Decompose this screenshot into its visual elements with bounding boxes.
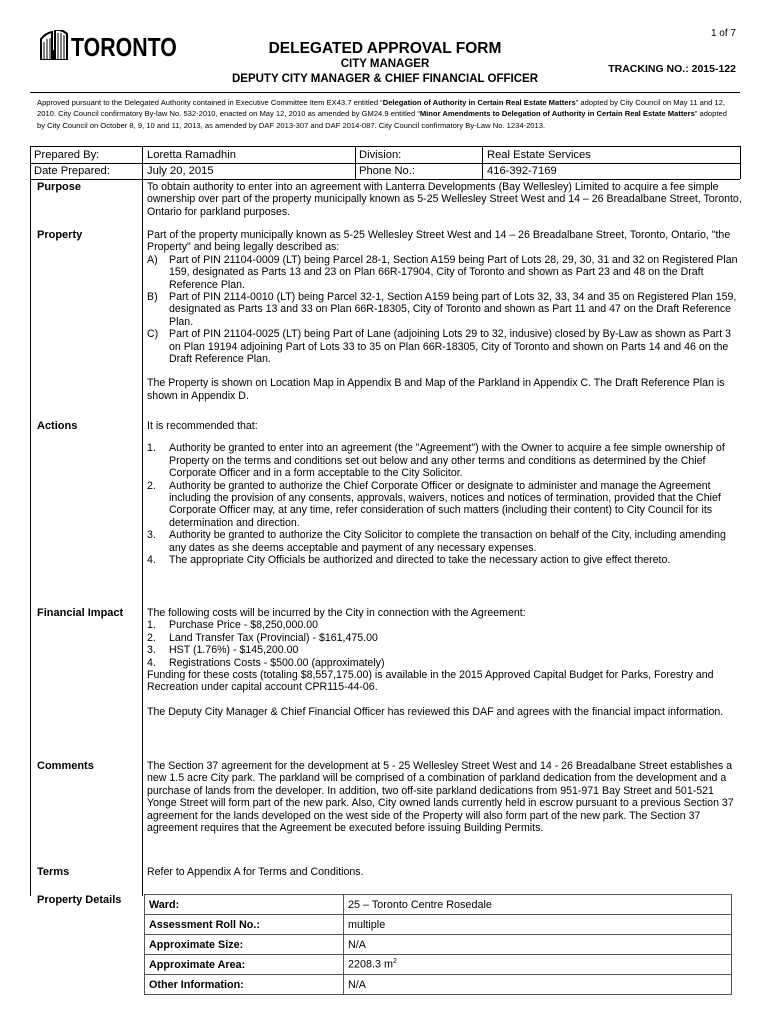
property-outro: The Property is shown on Location Map in Appendix B and Map of the Parkland in Appendix C. The Draft Reference Plan is shown in Appendix D. — [147, 377, 725, 402]
comments-text: The Section 37 agreement for the development at 5 - 25 Wellesley Street West and 14 - 26 Breadalbane Street establishes a new 1.5 acre City park. The parkland will be comprised of a combination of parkland dedication from the development and a purchase of lands from the developer. In addition, two off-site parkland dedications from 951-971 Bay Street and 501-521 Yonge Street will form part of the new park. Also, City owned lands currently held in escrow pursuant to a previous Section 37 agreement for the lands developed on the west side of the Property will also form part of the new park. The Section 37 agreement requires that the Agreement be executed before issuing Building Permits. — [147, 760, 734, 835]
grid-line — [142, 146, 143, 896]
phone-label: Phone No.: — [359, 165, 415, 177]
list-text: Authority be granted to authorize the Chief Corporate Officer or designate to administer and manage the Agreement including the provision of any consents, approvals, waivers, notices and notices of termination, provided that the Chief Corporate Officer may, at any time, refer consideration of such matters (including their content) to City Council for its determination and direction. — [169, 479, 721, 529]
approximate-area-cell — [344, 955, 732, 975]
page-number: 1 of 7 — [710, 28, 736, 39]
list-item — [147, 442, 743, 479]
phone-value: 416-392-7169 — [487, 165, 557, 177]
property-section — [147, 229, 743, 402]
list-marker: 2. — [147, 631, 156, 644]
approval-text-part: Approved pursuant to the Delegated Authority contained in Executive Committee Item EX43.7 entitled “ — [37, 98, 383, 107]
purpose-text: To obtain authority to enter into an agreement with Lanterra Developments (Bay Wellesley) Limited to acquire a fee simple ownership over part of the property municipally known as 5-25 Wellesley Street West and 14 – 26 Breadalbane Street, Toronto, Ontario for parkland purposes. — [147, 181, 742, 218]
list-text: Authority be granted to enter into an agreement (the "Agreement") with the Owner to acquire a fee simple ownership of Property on the terms and conditions set out below and any other terms and conditions as determined by the Chief Corporate Officer and in a form acceptable to the City Solicitor. — [169, 442, 725, 480]
list-item — [147, 480, 743, 530]
logo-text: TORONTO — [71, 32, 177, 62]
list-item — [147, 291, 743, 328]
list-item — [147, 254, 743, 291]
table-row — [145, 895, 732, 915]
grid-line — [30, 163, 740, 164]
area-unit-exponent: 2 — [393, 958, 397, 966]
actions-list — [147, 442, 743, 566]
subtitle-city-manager: CITY MANAGER — [340, 58, 430, 70]
property-intro: Part of the property municipally known as 5-25 Wellesley Street West and 14 – 26 Breadalbane Street, Toronto, Ontario, "the Property" and being legally described as: — [147, 229, 731, 254]
table-row — [145, 975, 732, 995]
property-list — [147, 254, 743, 366]
ward-value: 25 – Toronto Centre Rosedale — [344, 895, 732, 915]
table-row — [145, 915, 732, 935]
header-divider — [30, 92, 740, 93]
grid-line — [355, 146, 356, 179]
grid-line — [740, 146, 741, 179]
list-item — [147, 632, 743, 644]
funding-text: Funding for these costs (totaling $8,557,175.00) is available in the 2015 Approved Capital Budget for Parks, Forestry and Recreation under capital account CPR115-44-06. — [147, 669, 714, 694]
list-item — [147, 328, 743, 365]
list-text: Part of PIN 21104-0009 (LT) being Parcel 28-1, Section A159 being Part of Lots 28, 29, 30, 31 and 32 on Registered Plan 159, designated as Parts 13 and 23 on Plan 66R-17904, City of Toronto and shown as Part 23 and 48 on the Draft Reference Plan. — [169, 253, 738, 291]
actions-label: Actions — [37, 420, 78, 432]
other-information-value: N/A — [344, 975, 732, 995]
grid-line — [30, 179, 740, 180]
table-row — [145, 955, 732, 975]
date-prepared-value: July 20, 2015 — [147, 165, 214, 177]
list-text: The appropriate City Officials be authorized and directed to take the necessary action to give effect thereto. — [169, 554, 671, 567]
approximate-area-key: Approximate Area: — [145, 955, 344, 975]
list-marker: A) — [147, 253, 158, 266]
approval-text-part: ” adopted by City Council on October 8, 9, 10 and 11, 2013, as amended by DAF 2013-307 and DAF 2014-087. City Council confirmatory By-Law No. 1234-2013. — [37, 109, 727, 130]
list-marker: 1. — [147, 619, 156, 632]
property-details-table — [144, 894, 732, 995]
list-item — [147, 657, 743, 669]
other-information-key: Other Information: — [145, 975, 344, 995]
list-marker: B) — [147, 291, 158, 304]
list-item — [147, 644, 743, 656]
prepared-by-label: Prepared By: — [34, 149, 100, 161]
list-marker: 4. — [147, 656, 156, 669]
list-marker: 2. — [147, 479, 156, 492]
grid-line — [482, 146, 483, 179]
approximate-size-key: Approximate Size: — [145, 935, 344, 955]
assessment-roll-key: Assessment Roll No.: — [145, 915, 344, 935]
ward-key: Ward: — [145, 895, 344, 915]
grid-line — [30, 146, 740, 147]
grid-line — [30, 146, 31, 896]
assessment-roll-value: multiple — [344, 915, 732, 935]
financial-intro: The following costs will be incurred by the City in connection with the Agreement: — [147, 607, 526, 619]
subtitle-deputy-city-manager: DEPUTY CITY MANAGER & CHIEF FINANCIAL OFFICER — [231, 73, 539, 85]
purpose-label: Purpose — [37, 181, 82, 193]
approval-authority-text — [37, 97, 737, 131]
list-text: Authority be granted to authorize the City Solicitor to complete the transaction on behalf of the City, including amending any dates as she deems acceptable and payment of any necessary expenses. — [169, 529, 726, 554]
approximate-area-value: 2208.3 m — [348, 958, 394, 971]
list-text: Registrations Costs - $500.00 (approximately) — [169, 656, 385, 669]
terms-text: Refer to Appendix A for Terms and Conditions. — [147, 866, 364, 878]
list-text: HST (1.76%) - $145,200.00 — [169, 644, 299, 657]
approximate-size-value: N/A — [344, 935, 732, 955]
list-text: Part of PIN 2114-0010 (LT) being Parcel 32-1, Section A159 being part of Lots 32, 33, 34 and 35 on Registered Plan 159, designated as Parts 13 and 33 on Plan 66R-18305, City of Toronto and shown as Part 11 and 47 on the Draft Reference Plan. — [169, 291, 737, 328]
costs-list — [147, 619, 743, 669]
list-item — [147, 554, 743, 566]
review-text: The Deputy City Manager & Chief Financial Officer has reviewed this DAF and agrees with the financial impact information. — [147, 705, 724, 718]
list-item — [147, 529, 743, 554]
approval-text-part: ” adopted by City Council on May 11 and 12, 2010. City Council confirmatory By-law No. 532-2010, enacted on May 12, 2010 as amended by GM24.9 entitled “ — [37, 98, 725, 119]
list-marker: C) — [147, 328, 159, 341]
comments-label: Comments — [37, 760, 94, 772]
approval-text-bold: Minor Amendments to Delegation of Authority in Certain Real Estate Matters — [419, 109, 695, 119]
financial-impact-label: Financial Impact — [37, 607, 124, 619]
property-details-label: Property Details — [37, 894, 122, 906]
list-marker: 4. — [147, 554, 156, 567]
terms-label: Terms — [37, 866, 70, 878]
table-row — [145, 935, 732, 955]
list-text: Part of PIN 21104-0025 (LT) being Part of Lane (adjoining Lots 29 to 32, indusive) closed by By-Law as shown as Part 3 on Plan 19194 adjoining Part of Lots 33 to 35 on Plan 66R-18305, City of Toronto and shown on Parts 14 and 46 on the Draft Reference Plan. — [169, 328, 731, 366]
division-label: Division: — [359, 149, 402, 161]
division-value: Real Estate Services — [487, 149, 591, 161]
list-text: Purchase Price - $8,250,000.00 — [169, 619, 318, 632]
prepared-by-value: Loretta Ramadhin — [147, 149, 236, 161]
list-marker: 3. — [147, 644, 156, 657]
actions-section — [147, 420, 743, 566]
list-marker: 1. — [147, 442, 156, 455]
financial-section — [147, 607, 743, 718]
form-title: DELEGATED APPROVAL FORM — [268, 40, 502, 57]
actions-intro: It is recommended that: — [147, 420, 258, 432]
date-prepared-label: Date Prepared: — [34, 165, 110, 177]
list-text: Land Transfer Tax (Provincial) - $161,475.00 — [169, 631, 378, 644]
tracking-number: TRACKING NO.: 2015-122 — [608, 63, 736, 75]
list-item — [147, 619, 743, 631]
list-marker: 3. — [147, 529, 156, 542]
approval-text-bold: Delegation of Authority in Certain Real Estate Matters — [382, 98, 576, 107]
property-label: Property — [37, 229, 83, 241]
